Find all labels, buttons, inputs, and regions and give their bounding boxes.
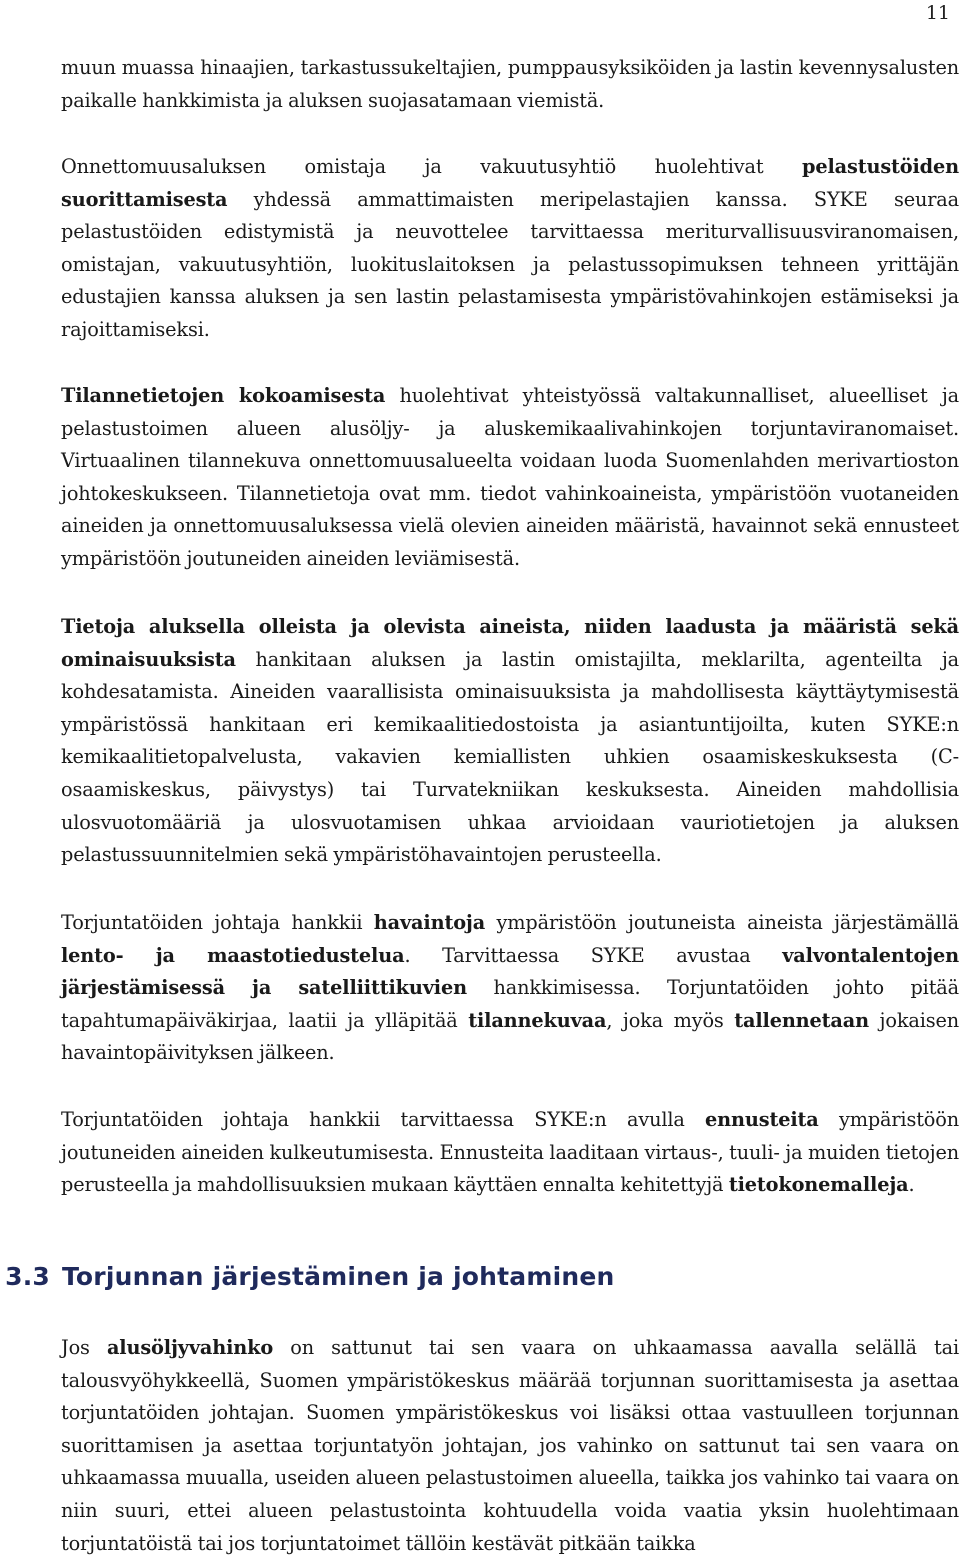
text-run: Torjuntatöiden johtaja hankkii (61, 911, 374, 934)
bold-text-run: pelastustöiden suorittamisesta (61, 155, 959, 211)
text-run: Jos (61, 1336, 107, 1359)
bold-text-run: Tilannetietojen kokoamisesta (61, 384, 386, 407)
bold-text-run: alusöljyvahinko (106, 1336, 274, 1359)
text-run: hankkimisessa. Torjuntatöiden johto pitää tapahtumapäiväkirjaa, laatii ja ylläpitää (61, 976, 959, 1032)
text-run: , joka myös (606, 1008, 735, 1032)
bold-text-run: havaintoja (373, 911, 486, 934)
text-run: ympäristöön joutuneiden aineiden kulkeutumisesta. Ennusteita laaditaan virtaus-, tuuli- ja muiden tietojen perusteella ja mahdollisuuksien mukaan käyttäen ennalta kehitettyjä (61, 1108, 959, 1197)
paragraph-2 (61, 151, 959, 347)
paragraph-4 (61, 611, 959, 872)
paragraph-5 (61, 907, 959, 1070)
text-run: huolehtivat yhteistyössä valtakunnalliset, alueelliset ja pelastustoimen alueen alusöljy- ja aluskemikaalivahinkojen torjuntaviranomaiset. Virtuaalinen tilannekuva onnettomuusalueelta voidaan luoda Suomenlahden merivartioston johtokeskukseen. Tilannetietoja ovat mm. tiedot vahinkoaineista, ympäristöön vuotaneiden aineiden ja onnettomuusaluksessa vielä olevien aineiden määristä, havainnot sekä ennusteet ympäristöön joutuneiden aineiden leviämisestä. (61, 384, 959, 570)
bold-text-run: ennusteita (705, 1108, 819, 1131)
bold-text-run: tietokonemalleja (728, 1173, 909, 1197)
paragraph-1 (61, 52, 959, 117)
text-run: . Tarvittaessa SYKE avustaa (404, 943, 783, 967)
text-run: jokaisen havaintopäivityksen jälkeen. (61, 1008, 959, 1065)
bold-text-run: lento- ja maastotiedustelua (61, 943, 405, 967)
bold-text-run: Tietoja aluksella olleista ja olevista aineista, niiden laadusta ja määristä sekä ominaisuuksista (61, 615, 959, 671)
paragraph-7 (61, 1332, 959, 1560)
text-run: . (908, 1173, 915, 1197)
text-run: ympäristöön joutuneista aineista järjestämällä (485, 911, 959, 934)
bold-text-run: tilannekuvaa (468, 1008, 607, 1032)
paragraph-6 (61, 1104, 959, 1202)
section-title: Torjunnan järjestäminen ja johtaminen (62, 1262, 615, 1291)
text-run: hankitaan aluksen ja lastin omistajilta, meklarilta, agenteilta ja kohdesatamista. Aineiden vaarallisista ominaisuuksista ja mahdollisesta käyttäytymisestä ympäristössä hankitaan eri kemikaalitiedostoista ja asiantuntijoilta, kuten SYKE:n kemikaalitietopalvelusta, vakavien kemiallisten uhkien osaamiskeskuksesta (C-osaamiskeskus, päivystys) tai Turvatekniikan keskuksesta. Aineiden mahdollisia ulosvuotomääriä ja ulosvuotamisen uhkaa arvioidaan vauriotietojen ja aluksen pelastussuunnitelmien sekä ympäristöhavaintojen perusteella. (61, 647, 959, 867)
text-run: yhdessä ammattimaisten meripelastajien kanssa. SYKE seuraa pelastustöiden edistymistä ja neuvottelee tarvittaessa meriturvallisuusviranomaisen, omistajan, vakuutusyhtiön, luokituslaitoksen ja pelastussopimuksen tehneen yrittäjän edustajien kanssa aluksen ja sen lastin pelastamisesta ympäristövahinkojen estämiseksi ja rajoittamiseksi. (61, 187, 959, 341)
page-number: 11 (925, 2, 950, 24)
section-number: 3.3 (5, 1262, 50, 1291)
text-run: on sattunut tai sen vaara on uhkaamassa aavalla selällä tai talousvyöhykkeellä, Suomen ympäristökeskus määrää torjunnan suorittamisesta ja asettaa torjuntatöiden johtajan. Suomen ympäristökeskus voi lisäksi ottaa vastuulleen torjunnan suorittamisen ja asettaa torjuntatyön johtajan, jos vahinko on sattunut tai sen vaara on uhkaamassa muualla, useiden alueen pelastustoimen alueella, taikka jos vahinko tai vaara on niin suuri, ettei alueen pelastustointa kohtuudella voida vaatia yksin huolehtimaan torjuntatöistä tai jos torjuntatoimet tällöin kestävät pitkään taikka (61, 1336, 959, 1555)
text-run: muun muassa hinaajien, tarkastussukeltajien, pumppausyksiköiden ja lastin kevennysalusten paikalle hankkimista ja aluksen suojasatamaan viemistä. (61, 56, 959, 112)
text-run: Onnettomuusaluksen omistaja ja vakuutusyhtiö huolehtivat (61, 155, 803, 178)
paragraph-3 (61, 380, 959, 576)
section-heading (0, 1262, 615, 1291)
bold-text-run: valvontalentojen järjestämisessä ja satelliittikuvien (61, 943, 959, 1000)
text-run: Torjuntatöiden johtaja hankkii tarvittaessa SYKE:n avulla (61, 1108, 706, 1131)
bold-text-run: tallennetaan (734, 1008, 869, 1032)
